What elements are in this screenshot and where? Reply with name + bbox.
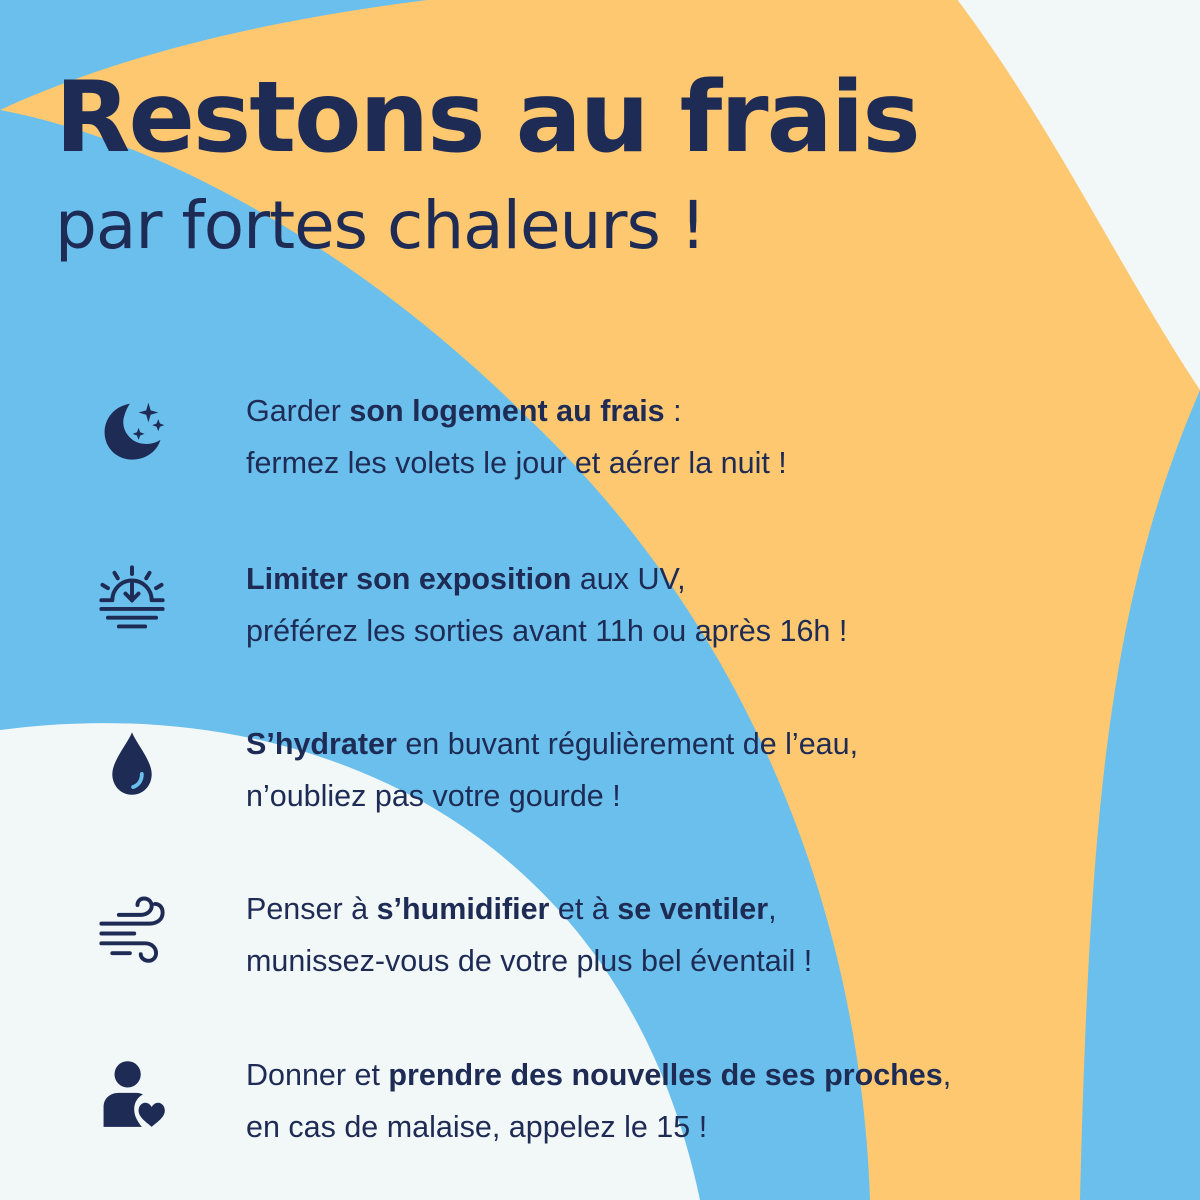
- tip-item: [0, 553, 1200, 648]
- page-subtitle: par fortes chaleurs !: [55, 187, 706, 264]
- tip-item: [0, 385, 1200, 480]
- tip-text: Garder son logement au frais : fermez les volets le jour et aérer la nuit !: [246, 394, 787, 480]
- tip-text: Limiter son exposition aux UV, préférez les sorties avant 11h ou après 16h !: [246, 562, 848, 648]
- moon-stars-icon: [92, 385, 172, 475]
- water-drop-icon: [92, 718, 172, 808]
- tip-item: [0, 883, 1200, 978]
- tip-text: S’hydrater en buvant régulièrement de l’eau, n’oubliez pas votre gourde !: [246, 727, 859, 813]
- tip-item: [0, 718, 1200, 813]
- tip-item: [0, 1049, 1200, 1144]
- page-title: Restons au frais: [55, 61, 919, 175]
- tip-text: Penser à s’humidifier et à se ventiler, munissez-vous de votre plus bel éventail !: [246, 892, 813, 978]
- wind-icon: [92, 883, 172, 973]
- person-heart-icon: [92, 1049, 172, 1139]
- tip-text: Donner et prendre des nouvelles de ses proches, en cas de malaise, appelez le 15 !: [246, 1058, 952, 1144]
- sunset-icon: [92, 553, 172, 643]
